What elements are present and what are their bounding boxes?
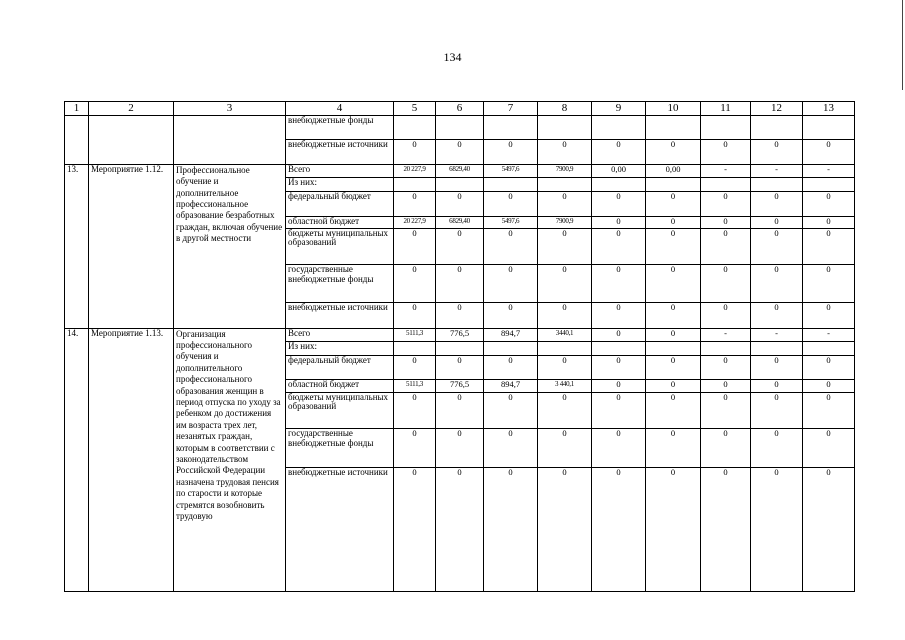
- value-cell-col-8: 7900,9: [538, 164, 592, 177]
- index-cell: [65, 116, 89, 165]
- value-cell-col-11: 0: [701, 228, 751, 265]
- value-cell-col-10: 0: [646, 228, 701, 265]
- value-cell-col-7: 0: [484, 392, 538, 429]
- value-cell-col-11: -: [701, 328, 751, 341]
- column-header-6: 6: [436, 102, 484, 116]
- measure-name: Мероприятие 1.12.: [89, 164, 174, 328]
- value-cell-col-12: 0: [751, 355, 803, 379]
- value-cell-col-8: [538, 178, 592, 192]
- funding-source-cell: бюджеты муниципальных образований: [286, 392, 394, 429]
- value-cell-col-5: 0: [394, 228, 436, 265]
- value-cell-col-9: 0: [592, 228, 646, 265]
- value-cell-col-6: [436, 341, 484, 355]
- value-cell-col-7: 0: [484, 192, 538, 216]
- measure-description: Профессиональное обучение и дополнительное профессиональное образование безработных граждан, включая обучение в другой местности: [174, 164, 286, 328]
- value-cell-col-11: 0: [701, 216, 751, 228]
- funding-source-cell: государственные внебюджетные фонды: [286, 429, 394, 468]
- value-cell-col-11: 0: [701, 140, 751, 164]
- value-cell-col-5: 0: [394, 265, 436, 303]
- value-cell-col-8: 0: [538, 467, 592, 591]
- value-cell-col-12: -: [751, 164, 803, 177]
- value-cell-col-5: 0: [394, 392, 436, 429]
- value-cell-col-9: 0,00: [592, 164, 646, 177]
- value-cell-col-12: [751, 116, 803, 140]
- value-cell-col-5: 0: [394, 140, 436, 164]
- funding-source-cell: областной бюджет: [286, 380, 394, 392]
- header-row: [65, 102, 855, 116]
- value-cell-col-6: 776,5: [436, 380, 484, 392]
- value-cell-col-12: 0: [751, 192, 803, 216]
- value-cell-col-9: 0: [592, 265, 646, 303]
- measure-index: 14.: [65, 328, 89, 591]
- budget-table-container: [64, 101, 854, 592]
- column-header-2: 2: [89, 102, 174, 116]
- measure-1-12-row: [65, 164, 855, 177]
- continuation-row: [65, 116, 855, 140]
- value-cell-col-13: 0: [803, 392, 855, 429]
- value-cell-col-10: 0: [646, 303, 701, 328]
- value-cell-col-8: 0: [538, 303, 592, 328]
- value-cell-col-9: 0: [592, 303, 646, 328]
- value-cell-col-5: 5111,3: [394, 380, 436, 392]
- value-cell-col-12: 0: [751, 216, 803, 228]
- value-cell-col-8: 7900,9: [538, 216, 592, 228]
- value-cell-col-6: 0: [436, 303, 484, 328]
- value-cell-col-12: 0: [751, 265, 803, 303]
- value-cell-col-9: 0: [592, 392, 646, 429]
- column-header-9: 9: [592, 102, 646, 116]
- value-cell-col-10: 0: [646, 192, 701, 216]
- value-cell-col-10: 0: [646, 355, 701, 379]
- value-cell-col-13: 0: [803, 467, 855, 591]
- value-cell-col-8: 0: [538, 355, 592, 379]
- value-cell-col-8: 0: [538, 192, 592, 216]
- value-cell-col-9: 0: [592, 216, 646, 228]
- funding-source-cell: федеральный бюджет: [286, 192, 394, 216]
- column-header-4: 4: [286, 102, 394, 116]
- value-cell-col-8: 0: [538, 140, 592, 164]
- value-cell-col-6: [436, 116, 484, 140]
- measure-name: Мероприятие 1.13.: [89, 328, 174, 591]
- value-cell-col-13: 0: [803, 265, 855, 303]
- value-cell-col-6: 0: [436, 140, 484, 164]
- value-cell-col-13: 0: [803, 429, 855, 468]
- table-body: [65, 116, 855, 592]
- value-cell-col-12: 0: [751, 140, 803, 164]
- value-cell-col-8: 0: [538, 265, 592, 303]
- value-cell-col-10: 0: [646, 328, 701, 341]
- measure-description: Организация профессионального обучения и дополнительного профессионального образования женщин в период отпуска по уходу за ребенком до достижения им возраста трех лет, незанятых граждан, которым в соответствии с законодательством Российской Федерации назначена трудовая пенсия по старости и которые стремятся возобновить трудовую: [174, 328, 286, 591]
- value-cell-col-9: 0: [592, 192, 646, 216]
- value-cell-col-6: 0: [436, 467, 484, 591]
- value-cell-col-7: 0: [484, 140, 538, 164]
- value-cell-col-12: 0: [751, 467, 803, 591]
- value-cell-col-10: 0,00: [646, 164, 701, 177]
- value-cell-col-6: 0: [436, 265, 484, 303]
- funding-source-cell: внебюджетные источники: [286, 303, 394, 328]
- value-cell-col-8: [538, 341, 592, 355]
- value-cell-col-11: 0: [701, 265, 751, 303]
- funding-source-cell: Из них:: [286, 178, 394, 192]
- value-cell-col-7: 0: [484, 355, 538, 379]
- value-cell-col-6: [436, 178, 484, 192]
- value-cell-col-11: 0: [701, 380, 751, 392]
- value-cell-col-13: 0: [803, 192, 855, 216]
- value-cell-col-5: [394, 178, 436, 192]
- scan-edge-line: [902, 0, 903, 90]
- funding-source-cell: Всего: [286, 328, 394, 341]
- value-cell-col-11: [701, 116, 751, 140]
- value-cell-col-12: 0: [751, 303, 803, 328]
- value-cell-col-11: 0: [701, 192, 751, 216]
- column-header-12: 12: [751, 102, 803, 116]
- value-cell-col-11: 0: [701, 303, 751, 328]
- value-cell-col-11: 0: [701, 392, 751, 429]
- value-cell-col-11: [701, 178, 751, 192]
- value-cell-col-9: [592, 341, 646, 355]
- value-cell-col-7: 0: [484, 265, 538, 303]
- value-cell-col-6: 0: [436, 392, 484, 429]
- value-cell-col-13: -: [803, 328, 855, 341]
- value-cell-col-7: 5497,6: [484, 216, 538, 228]
- value-cell-col-5: 0: [394, 303, 436, 328]
- value-cell-col-9: 0: [592, 380, 646, 392]
- value-cell-col-13: 0: [803, 228, 855, 265]
- value-cell-col-6: 0: [436, 228, 484, 265]
- value-cell-col-7: 0: [484, 228, 538, 265]
- value-cell-col-12: 0: [751, 392, 803, 429]
- value-cell-col-11: [701, 341, 751, 355]
- value-cell-col-13: [803, 116, 855, 140]
- value-cell-col-9: 0: [592, 467, 646, 591]
- column-header-13: 13: [803, 102, 855, 116]
- funding-source-cell: внебюджетные источники: [286, 140, 394, 164]
- value-cell-col-9: 0: [592, 140, 646, 164]
- page-number: 134: [443, 50, 462, 64]
- value-cell-col-6: 0: [436, 355, 484, 379]
- value-cell-col-12: -: [751, 328, 803, 341]
- value-cell-col-10: [646, 341, 701, 355]
- value-cell-col-8: 0: [538, 392, 592, 429]
- value-cell-col-7: 894,7: [484, 328, 538, 341]
- value-cell-col-5: 0: [394, 192, 436, 216]
- value-cell-col-6: 6829,40: [436, 164, 484, 177]
- funding-source-cell: государственные внебюджетные фонды: [286, 265, 394, 303]
- value-cell-col-7: 0: [484, 467, 538, 591]
- value-cell-col-8: 3440,1: [538, 328, 592, 341]
- value-cell-col-5: 0: [394, 429, 436, 468]
- funding-source-cell: областной бюджет: [286, 216, 394, 228]
- value-cell-col-6: 6829,40: [436, 216, 484, 228]
- value-cell-col-9: 0: [592, 429, 646, 468]
- value-cell-col-13: [803, 341, 855, 355]
- funding-source-cell: бюджеты муниципальных образований: [286, 228, 394, 265]
- column-header-3: 3: [174, 102, 286, 116]
- value-cell-col-11: -: [701, 164, 751, 177]
- column-header-8: 8: [538, 102, 592, 116]
- value-cell-col-5: [394, 341, 436, 355]
- value-cell-col-10: 0: [646, 140, 701, 164]
- value-cell-col-9: [592, 178, 646, 192]
- value-cell-col-10: 0: [646, 467, 701, 591]
- value-cell-col-13: [803, 178, 855, 192]
- value-cell-col-6: 776,5: [436, 328, 484, 341]
- value-cell-col-8: 3 440,1: [538, 380, 592, 392]
- column-header-5: 5: [394, 102, 436, 116]
- value-cell-col-8: [538, 116, 592, 140]
- value-cell-col-5: 5111,3: [394, 328, 436, 341]
- value-cell-col-8: 0: [538, 228, 592, 265]
- column-header-7: 7: [484, 102, 538, 116]
- value-cell-col-5: 0: [394, 467, 436, 591]
- budget-table: [64, 101, 855, 592]
- value-cell-col-9: 0: [592, 328, 646, 341]
- value-cell-col-12: [751, 178, 803, 192]
- value-cell-col-10: 0: [646, 429, 701, 468]
- measure-1-13-row: [65, 328, 855, 341]
- value-cell-col-5: 0: [394, 355, 436, 379]
- value-cell-col-13: 0: [803, 140, 855, 164]
- funding-source-cell: внебюджетные фонды: [286, 116, 394, 140]
- funding-source-cell: Всего: [286, 164, 394, 177]
- value-cell-col-10: [646, 116, 701, 140]
- value-cell-col-7: [484, 178, 538, 192]
- description-cell: [174, 116, 286, 165]
- value-cell-col-12: 0: [751, 429, 803, 468]
- measure-index: 13.: [65, 164, 89, 328]
- value-cell-col-10: 0: [646, 265, 701, 303]
- value-cell-col-10: 0: [646, 392, 701, 429]
- column-header-11: 11: [701, 102, 751, 116]
- funding-source-cell: Из них:: [286, 341, 394, 355]
- funding-source-cell: федеральный бюджет: [286, 355, 394, 379]
- value-cell-col-10: [646, 178, 701, 192]
- column-header-10: 10: [646, 102, 701, 116]
- value-cell-col-12: 0: [751, 228, 803, 265]
- value-cell-col-11: 0: [701, 355, 751, 379]
- value-cell-col-10: 0: [646, 380, 701, 392]
- value-cell-col-7: 894,7: [484, 380, 538, 392]
- value-cell-col-5: 20 227,9: [394, 164, 436, 177]
- value-cell-col-13: 0: [803, 380, 855, 392]
- name-cell: [89, 116, 174, 165]
- column-header-1: 1: [65, 102, 89, 116]
- value-cell-col-6: 0: [436, 192, 484, 216]
- value-cell-col-13: -: [803, 164, 855, 177]
- value-cell-col-5: [394, 116, 436, 140]
- value-cell-col-7: [484, 116, 538, 140]
- value-cell-col-5: 20 227,9: [394, 216, 436, 228]
- value-cell-col-6: 0: [436, 429, 484, 468]
- value-cell-col-9: 0: [592, 355, 646, 379]
- value-cell-col-7: 0: [484, 429, 538, 468]
- funding-source-cell: внебюджетные источники: [286, 467, 394, 591]
- value-cell-col-13: 0: [803, 355, 855, 379]
- value-cell-col-7: 0: [484, 303, 538, 328]
- value-cell-col-11: 0: [701, 429, 751, 468]
- value-cell-col-12: [751, 341, 803, 355]
- value-cell-col-7: 5497,6: [484, 164, 538, 177]
- value-cell-col-11: 0: [701, 467, 751, 591]
- value-cell-col-13: 0: [803, 303, 855, 328]
- value-cell-col-12: 0: [751, 380, 803, 392]
- value-cell-col-7: [484, 341, 538, 355]
- value-cell-col-8: 0: [538, 429, 592, 468]
- value-cell-col-13: 0: [803, 216, 855, 228]
- value-cell-col-9: [592, 116, 646, 140]
- value-cell-col-10: 0: [646, 216, 701, 228]
